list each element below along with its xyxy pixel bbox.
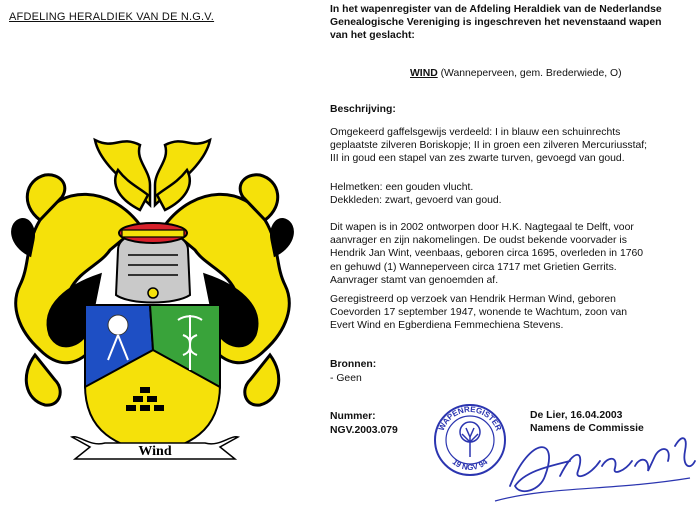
history-text: Dit wapen is in 2002 ontworpen door H.K. Nagtegaal te Delft, voor aanvrager en zijn nakomelingen. De oudst bekende voorvader is Hendrik Jan Wint, veenbaas, geboren circa 1695, overleden in 1760 en gehuwd (1) Wanneperveen circa 1717 met Grietien Gerrits. Aanvrager stamt van genoemden af. [330,222,644,286]
helmet [116,223,190,303]
number-value: NGV.2003.079 [330,425,398,436]
sources-item: - Geen [330,373,362,384]
blazon-text: Omgekeerd gaffelsgewijs verdeeld: I in blauw een schuinrechts geplaatste zilveren Boriskopje; II in groen een zilveren Mercuriusstaf; III in goud een stapel van zes zwarte turven, gevoegd van goud. [330,127,648,165]
coat-of-arms [0,125,305,460]
shield [85,305,220,455]
family-line [410,67,622,80]
tree-icon [460,422,480,457]
svg-text:19 NGV 94 [451,457,490,472]
description-heading: Beschrijving: [330,104,396,115]
registration-text: Geregistreerd op verzoek van Hendrik Herman Wind, geboren Coevorden 17 september 1947, wonende te Wachtum, zoon van Evert Wind en Egberdiena Femmechiena Stevens. [330,294,628,332]
family-name: WIND [410,68,438,79]
intro-paragraph: In het wapenregister van de Afdeling Heraldiek van de Nederlandse Genealogische Vereniging is ingeschreven het nevenstaand wapen van het geslacht: [330,4,662,42]
place-date: De Lier, 16.04.2003 [530,410,623,421]
helmet-text: Helmetken: een gouden vlucht. Dekkleden: zwart, gevoerd van goud. [330,182,502,207]
family-place: (Wanneperveen, gem. Brederwiede, O) [437,68,622,79]
department-title: AFDELING HERALDIEK VAN DE N.G.V. [9,11,215,23]
seal-bottom-text: 19 NGV 94 [450,457,490,473]
signature [490,416,700,508]
arms-scroll-label: Wind [138,444,172,459]
seal-top-text: WAPENREGISTER [436,404,504,433]
sources-heading: Bronnen: [330,359,377,370]
commission-label: Namens de Commissie [530,423,644,434]
crest-wings [95,140,210,210]
number-label: Nummer: [330,411,376,422]
